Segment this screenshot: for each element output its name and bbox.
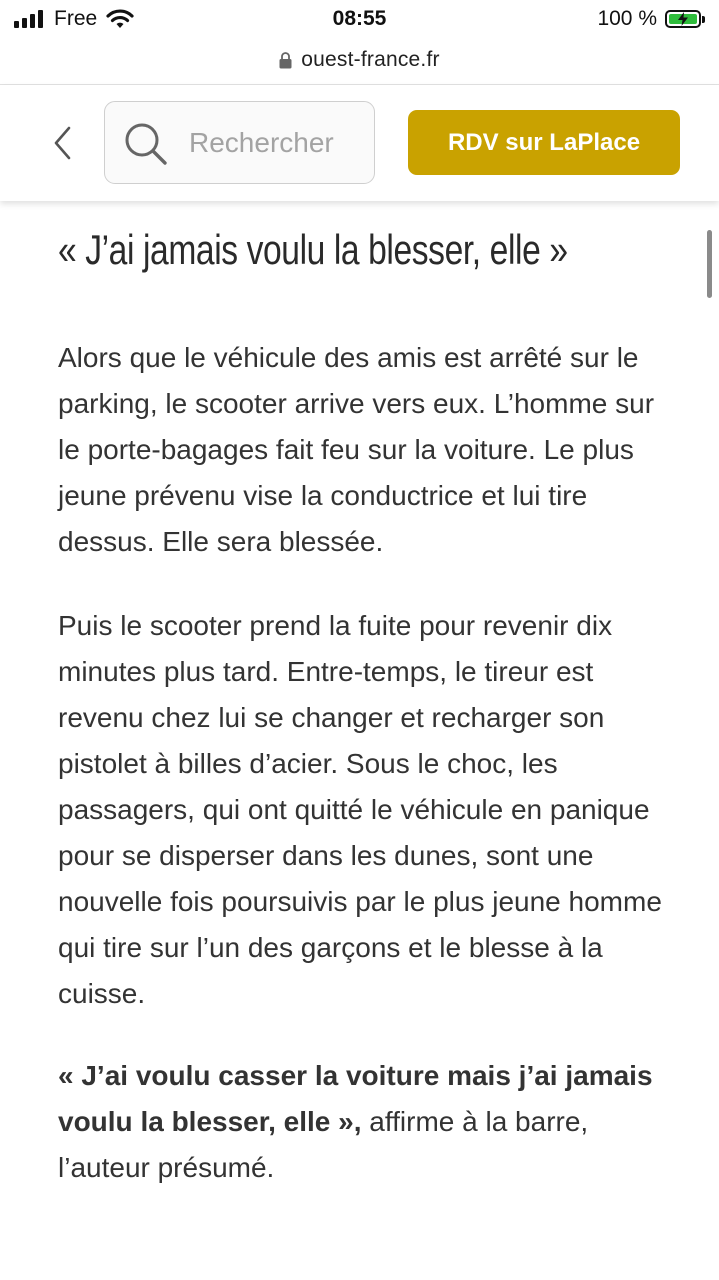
- battery-percentage: 100 %: [597, 7, 657, 30]
- article-subheading: « J’ai jamais voulu la blesser, elle »: [58, 226, 568, 273]
- search-input[interactable]: [189, 122, 364, 164]
- back-chevron-icon[interactable]: [50, 125, 74, 161]
- status-right: [597, 7, 705, 31]
- article-body: [58, 200, 678, 1191]
- scrollbar-thumb[interactable]: [707, 230, 712, 298]
- quote-attribution: affirme à la barre, l’auteur présumé.: [58, 1106, 589, 1183]
- carrier-name: Free: [54, 7, 98, 30]
- quote-bold: « J’ai voulu casser la voiture mais j’ai jamais voulu la blesser, elle »,: [58, 1060, 653, 1137]
- rdv-laplace-button[interactable]: RDV sur LaPlace: [408, 110, 680, 175]
- site-header: [0, 85, 719, 201]
- battery-cap: [702, 16, 705, 23]
- search-icon: [123, 121, 169, 167]
- status-time: 08:55: [332, 7, 387, 30]
- article-quote-paragraph: [58, 1053, 678, 1191]
- article-paragraph: Alors que le véhicule des amis est arrêté sur le parking, le scooter arrive vers eux. L’homme sur le porte-bagages fait feu sur la voiture. Le plus jeune prévenu vise la conductrice et lui tire dessus. Elle sera blessée.: [58, 342, 655, 557]
- charging-bolt-icon: [677, 12, 689, 26]
- url-text: ouest-france.fr: [301, 48, 440, 71]
- search-box[interactable]: [104, 101, 375, 184]
- address-bar[interactable]: [0, 38, 719, 82]
- article-paragraph: Puis le scooter prend la fuite pour revenir dix minutes plus tard. Entre-temps, le tireur est revenu chez lui se changer et recharger son pistolet à billes d’acier. Sous le choc, les passagers, qui ont quitté le véhicule en panique pour se disperser dans les dunes, sont une nouvelle fois poursuivis par le plus jeune homme qui tire sur l’un des garçons et le blesse à la cuisse.: [58, 610, 662, 1009]
- battery-icon: [665, 10, 701, 28]
- lock-icon: [279, 52, 292, 69]
- status-bar: [0, 0, 719, 38]
